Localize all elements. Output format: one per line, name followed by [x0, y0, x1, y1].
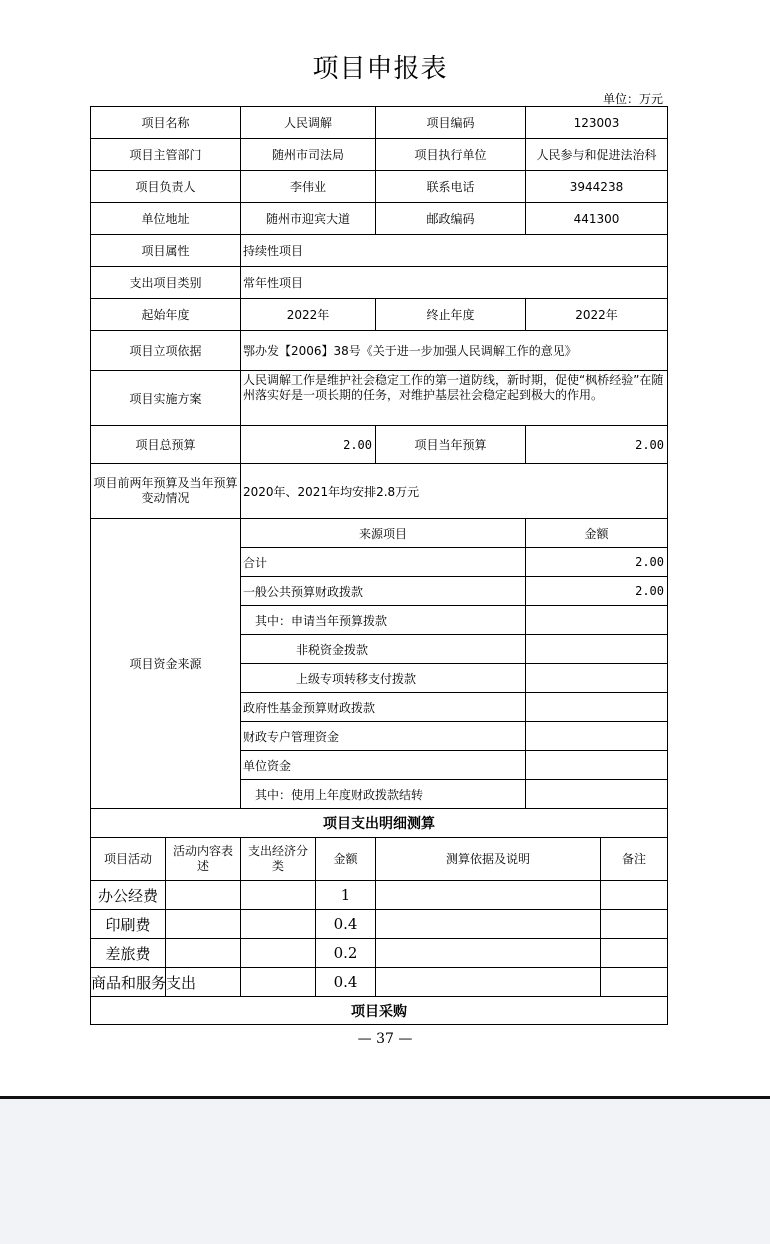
basis-label: 项目立项依据	[91, 331, 241, 371]
econ-class-cell	[241, 939, 316, 968]
page-title: 项目申报表	[312, 54, 448, 84]
funding-amount	[526, 780, 668, 809]
table-row	[91, 997, 668, 1025]
addr-label: 单位地址	[91, 203, 241, 235]
funding-amount	[526, 664, 668, 693]
table-row	[91, 519, 668, 548]
start-label: 起始年度	[91, 299, 241, 331]
basis-cell	[376, 968, 601, 997]
funding-amount: 2.00	[526, 548, 668, 577]
lead-label: 项目负责人	[91, 171, 241, 203]
end-label: 终止年度	[376, 299, 526, 331]
table-row	[91, 139, 668, 171]
content-cell	[166, 910, 241, 939]
remark-cell	[601, 910, 668, 939]
funding-source: 政府性基金预算财政拨款	[241, 693, 526, 722]
table-row	[91, 968, 668, 997]
col-header: 项目活动	[91, 838, 166, 881]
col-header: 金额	[316, 838, 376, 881]
viewer-background	[0, 1099, 770, 1244]
remark-cell	[601, 881, 668, 910]
cat-label: 支出项目类别	[91, 267, 241, 299]
activity-cell: 差旅费	[91, 939, 166, 968]
funding-amount: 2.00	[526, 577, 668, 606]
year-label: 项目当年预算	[376, 426, 526, 464]
attr-label: 项目属性	[91, 235, 241, 267]
col-header: 测算依据及说明	[376, 838, 601, 881]
name-value: 人民调解	[241, 107, 376, 139]
funding-amount	[526, 693, 668, 722]
start-value: 2022年	[241, 299, 376, 331]
table-row	[91, 371, 668, 426]
exec-label: 项目执行单位	[376, 139, 526, 171]
table-row	[91, 939, 668, 968]
attr-value: 持续性项目	[241, 235, 668, 267]
name-label: 项目名称	[91, 107, 241, 139]
amount-cell: 0.2	[316, 939, 376, 968]
funding-source: 单位资金	[241, 751, 526, 780]
econ-class-cell	[241, 881, 316, 910]
phone-value: 3944238	[526, 171, 668, 203]
plan-value: 人民调解工作是维护社会稳定工作的第一道防线，新时期，促使“枫桥经验”在随州落实好是一项长期的任务，对维护基层社会稳定起到极大的作用。	[241, 371, 668, 426]
basis-cell	[376, 939, 601, 968]
basis-cell	[376, 881, 601, 910]
funding-source: 财政专户管理资金	[241, 722, 526, 751]
lead-value: 李伟业	[241, 171, 376, 203]
table-row	[91, 107, 668, 139]
code-value: 123003	[526, 107, 668, 139]
activity-cell: 办公经费	[91, 881, 166, 910]
table-row	[91, 910, 668, 939]
phone-label: 联系电话	[376, 171, 526, 203]
table-header-row	[91, 838, 668, 881]
funding-source: 上级专项转移支付拨款	[241, 664, 526, 693]
exec-value: 人民参与和促进法治科	[526, 139, 668, 171]
funding-source-header: 来源项目	[241, 519, 526, 548]
funding-source: 一般公共预算财政拨款	[241, 577, 526, 606]
content-cell	[166, 939, 241, 968]
page-number: — 37 —	[357, 1031, 413, 1047]
code-label: 项目编码	[376, 107, 526, 139]
dept-value: 随州市司法局	[241, 139, 376, 171]
total-label: 项目总预算	[91, 426, 241, 464]
basis-value: 鄂办发【2006】38号《关于进一步加强人民调解工作的意见》	[241, 331, 668, 371]
cat-value: 常年性项目	[241, 267, 668, 299]
table-row	[91, 235, 668, 267]
col-header: 活动内容表述	[166, 838, 241, 881]
project-info-table	[90, 106, 668, 809]
table-row	[91, 203, 668, 235]
remark-cell	[601, 968, 668, 997]
content-cell	[166, 881, 241, 910]
basis-cell	[376, 910, 601, 939]
year-value: 2.00	[526, 426, 668, 464]
table-row	[91, 331, 668, 371]
unit-label: 单位：万元	[602, 92, 663, 106]
zip-label: 邮政编码	[376, 203, 526, 235]
funding-amount	[526, 722, 668, 751]
zip-value: 441300	[526, 203, 668, 235]
table-row	[91, 809, 668, 838]
total-value: 2.00	[241, 426, 376, 464]
funding-amount	[526, 751, 668, 780]
change-value: 2020年、2021年均安排2.8万元	[241, 464, 668, 519]
table-row	[91, 299, 668, 331]
funding-amount-header: 金额	[526, 519, 668, 548]
table-row	[91, 426, 668, 464]
table-row	[91, 267, 668, 299]
econ-class-cell	[241, 910, 316, 939]
funding-amount	[526, 635, 668, 664]
section-title-detail: 项目支出明细测算	[91, 809, 668, 838]
expense-detail-table	[90, 808, 668, 1025]
activity-cell: 商品和服务支出	[91, 968, 166, 997]
funding-source: 合计	[241, 548, 526, 577]
funding-source: 非税资金拨款	[241, 635, 526, 664]
change-label: 项目前两年预算及当年预算变动情况	[91, 464, 241, 519]
table-row	[91, 464, 668, 519]
remark-cell	[601, 939, 668, 968]
col-header: 支出经济分类	[241, 838, 316, 881]
addr-value: 随州市迎宾大道	[241, 203, 376, 235]
col-header: 备注	[601, 838, 668, 881]
end-value: 2022年	[526, 299, 668, 331]
activity-cell: 印刷费	[91, 910, 166, 939]
amount-cell: 1	[316, 881, 376, 910]
section-title-procurement: 项目采购	[91, 997, 668, 1025]
table-row	[91, 881, 668, 910]
table-row	[91, 171, 668, 203]
dept-label: 项目主管部门	[91, 139, 241, 171]
econ-class-cell	[241, 968, 316, 997]
amount-cell: 0.4	[316, 968, 376, 997]
funding-label: 项目资金来源	[91, 519, 241, 809]
amount-cell: 0.4	[316, 910, 376, 939]
plan-label: 项目实施方案	[91, 371, 241, 426]
funding-source: 其中：使用上年度财政拨款结转	[241, 780, 526, 809]
funding-amount	[526, 606, 668, 635]
funding-source: 其中：申请当年预算拨款	[241, 606, 526, 635]
